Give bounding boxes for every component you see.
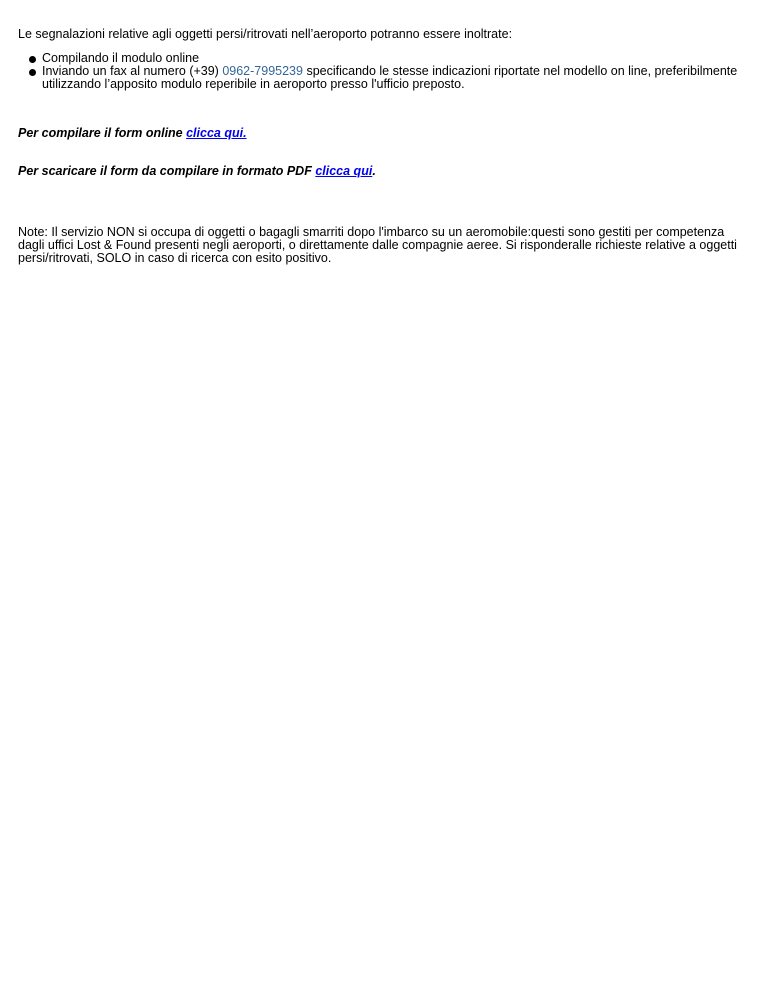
method-fax-text-before: Inviando un fax al numero (+39) [42,64,223,78]
pdf-form-link[interactable]: clicca qui [315,164,373,178]
method-fax-text-after: specificando le stesse indicazioni riportate nel modello on line, preferibilmente utilizzando l’apposito modulo reperibile in aeroporto presso l'ufficio preposto. [42,64,738,91]
fax-number: 0962-7995239 [222,64,303,78]
pdf-form-prompt [18,164,752,179]
online-form-prompt [18,126,752,141]
page-content [18,27,752,265]
submission-methods-list [18,52,752,91]
online-form-link[interactable]: clicca qui. [186,126,247,140]
service-note: Note: Il servizio NON si occupa di oggetti o bagagli smarriti dopo l'imbarco su un aeromobile:questi sono gestiti per competenza dagli uffici Lost & Found presenti negli aeroporti, o direttamente dalle compagnie aeree. Si risponderalle richieste relative a oggetti persi/ritrovati, SOLO in caso di ricerca con esito positivo. [18,225,737,265]
method-online-text: Compilando il modulo online [42,51,200,65]
method-fax-item [27,65,752,91]
pdf-form-prompt-text: Per scaricare il form da compilare in formato PDF [18,164,316,178]
intro-text: Le segnalazioni relative agli oggetti persi/ritrovati nell’aeroporto potranno essere inoltrate: [18,27,513,41]
bullet-icon [29,69,36,76]
pdf-form-prompt-suffix: . [372,164,376,178]
bullet-icon [29,56,36,63]
online-form-prompt-text: Per compilare il form online [18,126,187,140]
